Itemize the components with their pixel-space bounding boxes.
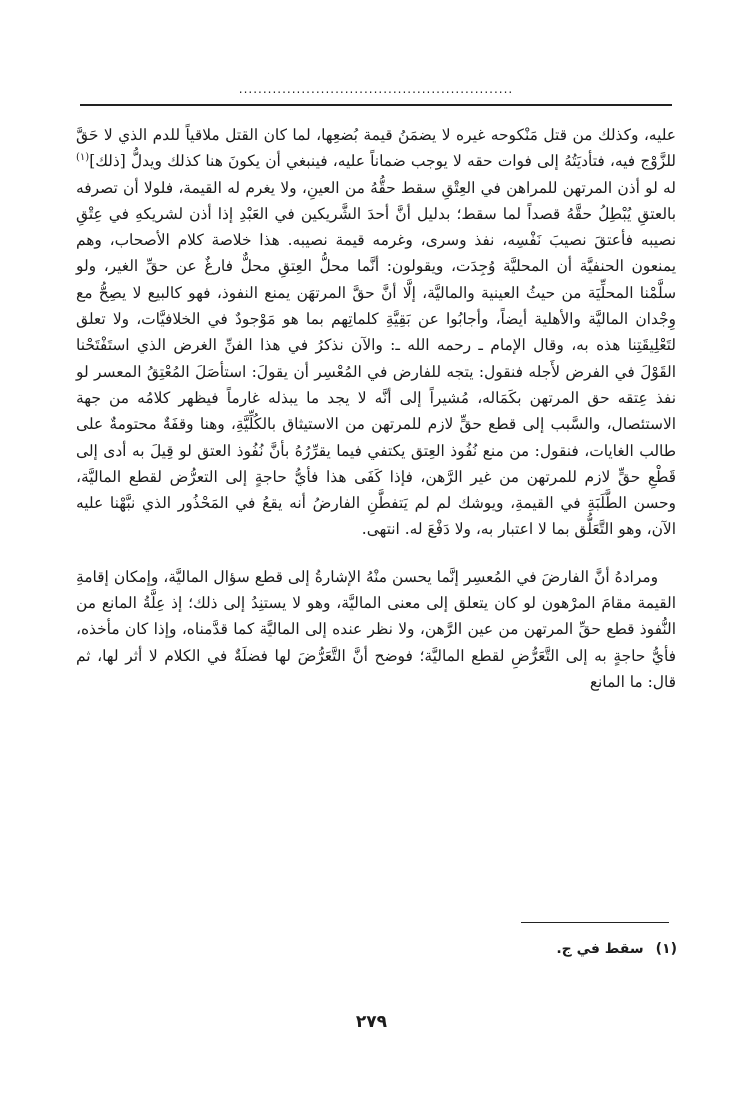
paragraph-1-text-start: عليه، وكذلك من قتل مَنْكوحه غيره لا يضمَنُ قيمة بُضعِها، لما كان القتل ملاقياً للدم الذي لا حَقَّ للزَّوْج فيه، فتأديَتُهُ إلى فوات حقه لا يوجب ضماناً عليه، فينبغي أن يكونَ هنا كذلك ويدلُّ [ذلك] bbox=[76, 126, 676, 171]
paragraph-2: ومرادهُ أنَّ الفارضَ في المُعسِر إنَّما يحسن منْهُ الإشارةُ إلى قطع سؤال الماليَّة، وإمكان إقامةِ القيمة مقامَ المرْهون لو كان يتعلق إلى معنى الماليَّة، وهو لا يستنِدُ إلى ذلك؛ إذ عِلَّةُ المانع من النُّفوذ قطع حقِّ المرتهن من عين الرَّهن، ولا نظر عنده إلى الماليَّة كما قدَّمناه، وإذا كان مأخذه، فأيُّ حاجةٍ به إلى التَّعَرُّضِ لقطع الماليَّة؛ فوضح أنَّ التَّعَرُّضَ لها فضلَةٌ في الكلام لا أثر لها، ثم قال: ما المانع bbox=[76, 567, 676, 691]
footnote-text: سقط في ج. bbox=[556, 941, 644, 957]
paragraph-1 bbox=[76, 122, 676, 543]
header-dotted-line: ......................................................... bbox=[238, 82, 514, 96]
page-number: ٢٧٩ bbox=[355, 1012, 388, 1032]
footnote-separator bbox=[521, 922, 669, 923]
footnote-reference: (١) bbox=[76, 152, 90, 164]
paragraph-1-text-rest: له لو أذن المرتهن للمراهن في العِتْقِ سقط حقُّهُ من العينِ، ولا يغرم له القيمة، فلولا أن تصرفه بالعتقِ يُبْطِلُ حقَّهُ قصداً لما سقط؛ بدليل أنَّ أحدَ الشَّريكين في العَبْدِ إذا أذن لشريكهِ في عِتْقِ نصيبه فأعتقَ نصيبَ نَفْسِه، نفذ وسرى، وغرمه قيمة نصيبه. هذا خلاصة كلام الأصحاب، وهم يمنعون الحنفيَّة أن المحليَّة وُجِدَت، ويقولون: أنَّما محلُّ العِتقِ محلٌّ فارغٌ عن حقِّ الغير، ولو سلَّمْنا المحلِّيَة من حيثُ العينية والماليَّة، إلَّا أنَّ حقَّ المرتهَن يمنع النفوذ، فهو كالبيع لا يصِحُّ مع وِجْدان الماليَّة والأهلية أيضاً، وأجابُوا عن بَقِيَّةِ كلماتِهم بما هو مَوْجودٌ في الخلافيَّات، ولا تعلق لتَعْلِيقَتِنا هذه به، وقال الإمام ـ رحمه الله ـ: والآن نذكرُ في هذا الفنِّ الغرض الذي استَفْتَحْنا القَوْلَ في الفرض لأَجله فنقول: يتجه للفارض في المُعْسِر أن يقولَ: استأصَلَ المُعْتِقُ المعسر لو نفذ عِتقه حق المرتهن بكَمَاله، مُشيراً إلى أنَّه لا يجد ما يبذله غارماً فيظهر كلامُه من جهة الاستئصال، والسَّبب إلى قطع حقٍّ لازم للمرتهن من الاستيثاق بالكُلِّيَّةِ، وهنا وقفَةٌ محتومةٌ على طالب الغايات، فنقول: من منع نُفُوذ العِتق يكتفي فيما يقرِّرُهُ بأنَّ نُفُوذ العتق لو قِيلَ به أدى إلى قَطْعِ حقٍّ لازم للمرتهن من غير الرَّهن، فإذا كَفَى هذا فأيُّ حاجةٍ إلى التعرُّض لقطع الماليَّة، وحسن الطَّلَبَةِ في القيمةِ، ويوشك لم لم يَتفطَّنِ الفارضُ أنه يقعُ في المَحْذُور الذي نبَّهْنا عليه الآن، وهو التَّعَلُّق بما لا اعتبار به، ولا دَفْعَ له. انتهى. bbox=[76, 178, 676, 539]
footnote-number: (١) bbox=[655, 941, 677, 957]
header-rule bbox=[80, 104, 672, 106]
footnote bbox=[77, 938, 677, 960]
main-text bbox=[76, 122, 676, 695]
